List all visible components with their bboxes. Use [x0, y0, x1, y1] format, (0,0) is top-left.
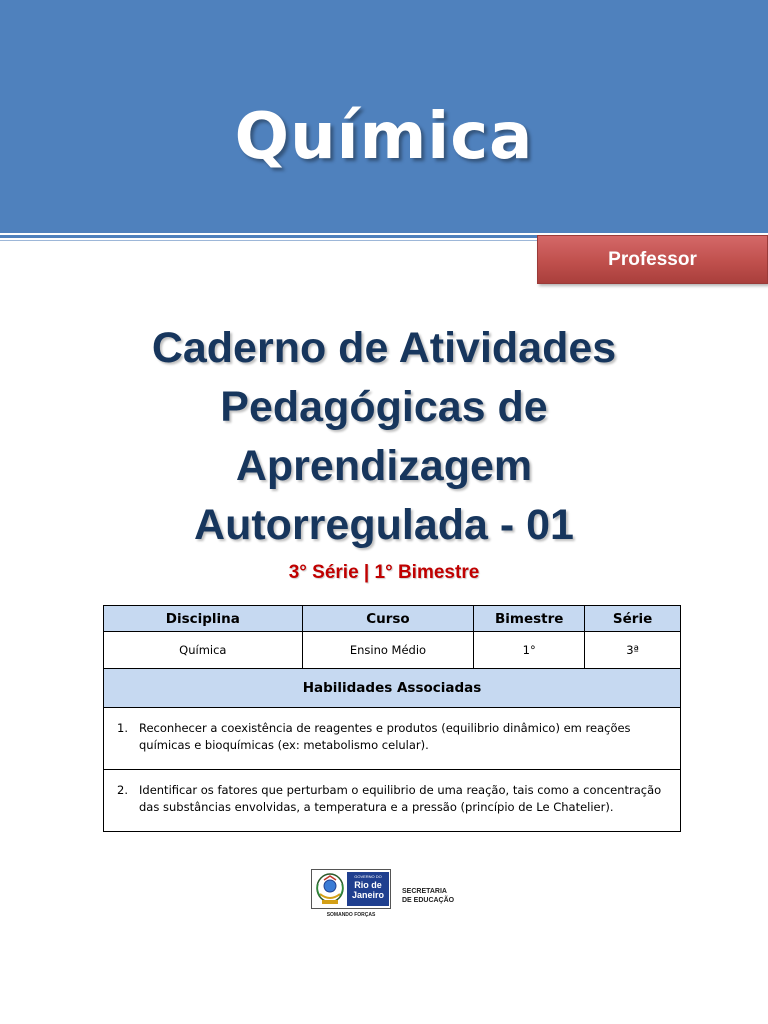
skill-cell [104, 708, 681, 770]
cell-bimestre: 1° [474, 632, 585, 669]
header-banner [0, 0, 768, 233]
government-logo [311, 869, 461, 921]
skill-row [104, 770, 681, 832]
header-bimestre: Bimestre [474, 606, 585, 632]
secretaria-label: SECRETARIA DE EDUCAÇÃO [402, 888, 455, 904]
title-line: Aprendizagem [235, 442, 533, 490]
title-line: Autorregulada - 01 [194, 501, 574, 549]
skill-number: 1. [117, 721, 128, 735]
skills-header-row [104, 669, 681, 708]
skill-text: Reconhecer a coexistência de reagentes e produtos (equilibrio dinâmico) em reações químicas e bioquímicas (ex: metabolismo celular). [139, 721, 631, 752]
subject-title: Química [234, 100, 534, 174]
cell-disciplina: Química [104, 632, 303, 669]
logo-box [311, 869, 391, 909]
title-line: Pedagógicas de [220, 383, 548, 431]
crest-icon [314, 872, 346, 906]
table-header-row [104, 606, 681, 632]
info-table [103, 605, 681, 832]
logo-tagline: SOMANDO FORÇAS [326, 912, 376, 918]
cell-curso: Ensino Médio [302, 632, 474, 669]
header-serie: Série [585, 606, 681, 632]
skill-cell [104, 770, 681, 832]
professor-badge: Professor [537, 235, 768, 284]
document-title [0, 319, 768, 555]
grade-subtitle: 3° Série | 1° Bimestre [288, 562, 480, 583]
skill-row [104, 708, 681, 770]
header-curso: Curso [302, 606, 474, 632]
title-line: Caderno de Atividades [151, 324, 617, 372]
cell-serie: 3ª [585, 632, 681, 669]
table-row [104, 632, 681, 669]
skill-number: 2. [117, 783, 128, 797]
gov-label: GOVERNO DO Rio de Janeiro [347, 872, 389, 906]
header-disciplina: Disciplina [104, 606, 303, 632]
skills-header: Habilidades Associadas [104, 669, 681, 708]
skill-text: Identificar os fatores que perturbam o equilibrio de uma reação, tais como a concentração das substâncias envolvidas, a temperatura e a pressão (princípio de Le Chatelier). [139, 783, 662, 814]
